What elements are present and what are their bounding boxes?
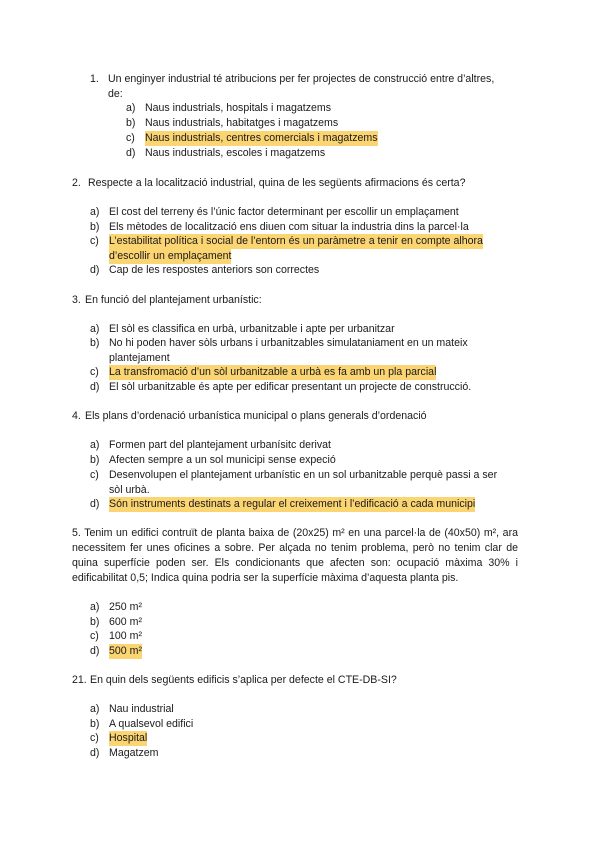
- option-text: Magatzem: [109, 747, 159, 759]
- option-text-line-2: sòl urbà.: [109, 484, 150, 496]
- option-text: Afecten sempre a un sol municipi sense expeció: [109, 454, 336, 466]
- option-letter: a): [90, 601, 100, 613]
- option-letter: c): [126, 132, 135, 144]
- option-text: Formen part del plantejament urbanísitc derivat: [109, 439, 331, 451]
- option-letter: c): [90, 469, 99, 481]
- highlighted-option-text: 500 m²: [109, 645, 142, 657]
- option-text: A qualsevol edifici: [109, 718, 194, 730]
- option-letter: c): [90, 366, 99, 378]
- option-text: Cap de les respostes anteriors son correctes: [109, 264, 320, 276]
- option-letter: d): [90, 381, 100, 393]
- option-text: Els mètodes de localització ens diuen com situar la industria dins la parcel·la: [109, 221, 469, 233]
- question-text: Els plans d’ordenació urbanística municipal o plans generals d’ordenació: [85, 410, 427, 422]
- option-letter: c): [90, 630, 99, 642]
- highlighted-option-text-line-2: d’escollir un emplaçament: [109, 250, 232, 262]
- option-letter: d): [90, 645, 100, 657]
- option-letter: d): [90, 498, 100, 510]
- option-text: 250 m²: [109, 601, 142, 613]
- question-text: Tenim un edifici contruït de planta baixa de (20x25) m² en una parcel·la de (40x50) m², ara necessitem fer unes oficines a sobre. Per alçada no tenim problema, però no tenim clar de quina superfície poden ser. Els condicionants que afecten son: ocupació màxima 30% i edificabilitat 0,5; Indica quina podria ser la superfície màxima d’aquesta planta pis.: [72, 527, 518, 584]
- option-letter: a): [126, 102, 136, 114]
- question-number: 5.: [72, 527, 81, 539]
- option-letter: d): [90, 264, 100, 276]
- option-letter: c): [90, 732, 99, 744]
- question-text: Respecte a la localització industrial, quina de les següents afirmacions és certa?: [88, 177, 466, 189]
- option-letter: a): [90, 439, 100, 451]
- question-number: 4.: [72, 410, 81, 422]
- option-text-line-2: plantejament: [109, 352, 170, 364]
- option-letter: b): [126, 117, 136, 129]
- question-text: En funció del plantejament urbanístic:: [85, 294, 262, 306]
- question-number: 2.: [72, 177, 81, 189]
- highlighted-option-text: La transfromació d’un sòl urbanitzable a urbà es fa amb un pla parcial: [109, 366, 437, 378]
- option-letter: a): [90, 703, 100, 715]
- highlighted-option-text: Són instruments destinats a regular el creixement i l’edificació a cada municipi: [109, 498, 476, 510]
- option-text-line-1: Desenvolupen el plantejament urbanístic en un sol urbanitzable perquè passi a ser: [109, 469, 498, 481]
- option-letter: b): [90, 454, 100, 466]
- option-letter: b): [90, 616, 100, 628]
- option-letter: d): [90, 747, 100, 759]
- question-text: En quin dels següents edificis s’aplica per defecte el CTE-DB-SI?: [90, 674, 397, 686]
- option-text: El cost del terreny és l’únic factor determinant per escollir un emplaçament: [109, 206, 459, 218]
- highlighted-option-text: Hospital: [109, 732, 148, 744]
- option-letter: b): [90, 221, 100, 233]
- highlighted-option-text: Naus industrials, centres comercials i magatzems: [145, 132, 378, 144]
- option-letter: c): [90, 235, 99, 247]
- option-text: El sòl urbanitzable és apte per edificar presentant un projecte de construcció.: [109, 381, 472, 393]
- option-text-line-1: No hi poden haver sòls urbans i urbanitzables simulataniament en un mateix: [109, 337, 468, 349]
- question-number: 21.: [72, 674, 87, 686]
- option-letter: b): [90, 337, 100, 349]
- option-text: Naus industrials, escoles i magatzems: [145, 147, 326, 159]
- option-letter: a): [90, 206, 100, 218]
- option-text: 100 m²: [109, 630, 142, 642]
- option-text: Naus industrials, habitatges i magatzems: [145, 117, 339, 129]
- question-text-line-2: de:: [108, 88, 123, 100]
- option-text: El sòl es classifica en urbà, urbanitzable i apte per urbanitzar: [109, 323, 395, 335]
- question-number: 3.: [72, 294, 81, 306]
- question-paragraph: [72, 526, 518, 586]
- option-text: 600 m²: [109, 616, 142, 628]
- option-letter: d): [126, 147, 136, 159]
- question-number: 1.: [90, 73, 99, 85]
- option-text: Nau industrial: [109, 703, 174, 715]
- option-letter: b): [90, 718, 100, 730]
- option-text: Naus industrials, hospitals i magatzems: [145, 102, 332, 114]
- highlighted-option-text-line-1: L’estabilitat política i social de l’entorn és un paràmetre a tenir en compte alhora: [109, 235, 483, 247]
- option-letter: a): [90, 323, 100, 335]
- question-text-line-1: Un enginyer industrial té atribucions per fer projectes de construcció entre d’altres,: [108, 73, 495, 85]
